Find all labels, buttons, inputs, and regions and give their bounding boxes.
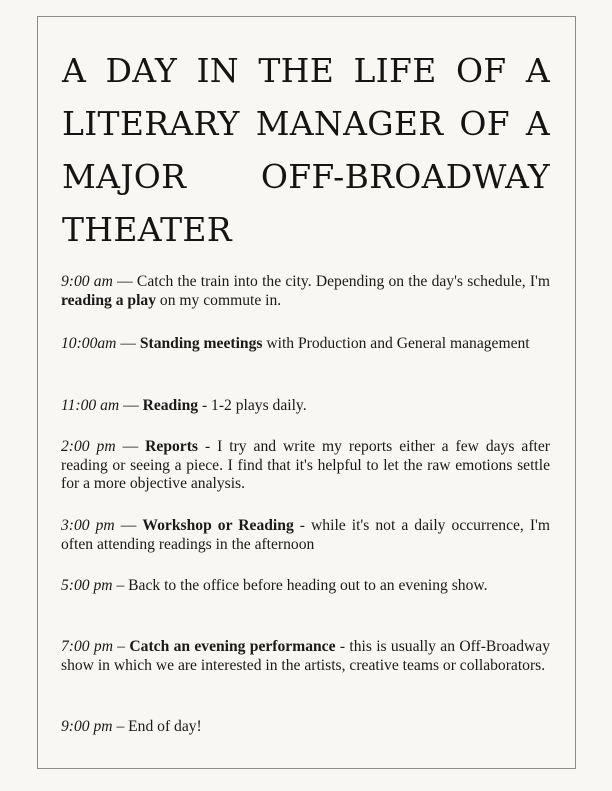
title-line: THEATER — [62, 210, 232, 249]
title-line: MAJOR OFF-BROADWAY — [62, 157, 550, 196]
entry-time: 2:00 pm — [61, 438, 116, 455]
entry-heading: Workshop or Reading — [142, 517, 294, 534]
schedule-entry-0500pm — [61, 577, 550, 596]
entry-heading: Reports — [145, 438, 198, 455]
entry-time: 5:00 pm — [61, 577, 113, 594]
entry-text-after: - while it's not a daily occurrence, I'm often attending readings in the afternoon — [61, 517, 550, 553]
schedule-entry-0200pm — [61, 438, 550, 494]
entry-text: Catch the train into the city. Depending on the day's schedule, I'm — [136, 273, 550, 290]
schedule-entry-1100am — [61, 397, 550, 416]
entry-text-after: with Production and General management — [262, 335, 530, 352]
entry-time: 9:00 am — [61, 273, 113, 290]
entry-text-after: - this is usually an Off-Broadway show in which we are interested in the artists, creative teams or collaborators. — [61, 638, 550, 674]
entry-separator: — — [119, 397, 143, 414]
entry-heading: Standing meetings — [139, 335, 263, 352]
title-line: LITERARY MANAGER OF A — [62, 104, 550, 143]
entry-separator: – — [112, 577, 129, 594]
schedule-entry-0900pm — [61, 718, 550, 737]
entry-text-after: on my commute in. — [156, 291, 282, 309]
entry-separator: — — [116, 335, 140, 352]
entry-time: 3:00 pm — [61, 517, 115, 534]
entry-separator: — — [114, 517, 143, 534]
entry-separator: — — [112, 273, 137, 290]
schedule-entry-0700pm — [61, 638, 550, 675]
schedule-entry-0300pm — [61, 517, 550, 554]
entry-separator: – — [112, 638, 130, 655]
schedule-entry-1000am — [61, 335, 550, 354]
entry-text-after: - 1-2 plays daily. — [198, 397, 307, 414]
title-line: A DAY IN THE LIFE OF A — [62, 51, 550, 90]
schedule-entry-0900am — [61, 273, 550, 310]
entry-text-after: - I try and write my reports either a few days after reading or seeing a piece. I find that it's helpful to let the raw emotions settle for a more objective analysis. — [61, 438, 550, 492]
entry-heading: Reading — [142, 397, 199, 414]
entry-text: Back to the office before heading out to an evening show. — [128, 577, 488, 594]
page-title — [62, 44, 550, 256]
entry-separator: – — [112, 718, 129, 735]
entry-time: 10:00am — [61, 335, 117, 352]
entry-heading: Catch an evening performance — [129, 638, 336, 655]
entry-text: End of day! — [128, 718, 202, 735]
entry-time: 11:00 am — [61, 397, 120, 414]
entry-separator: — — [115, 438, 146, 455]
entry-time: 7:00 pm — [61, 638, 113, 655]
entry-time: 9:00 pm — [61, 718, 113, 735]
entry-heading: reading a play — [61, 291, 157, 309]
